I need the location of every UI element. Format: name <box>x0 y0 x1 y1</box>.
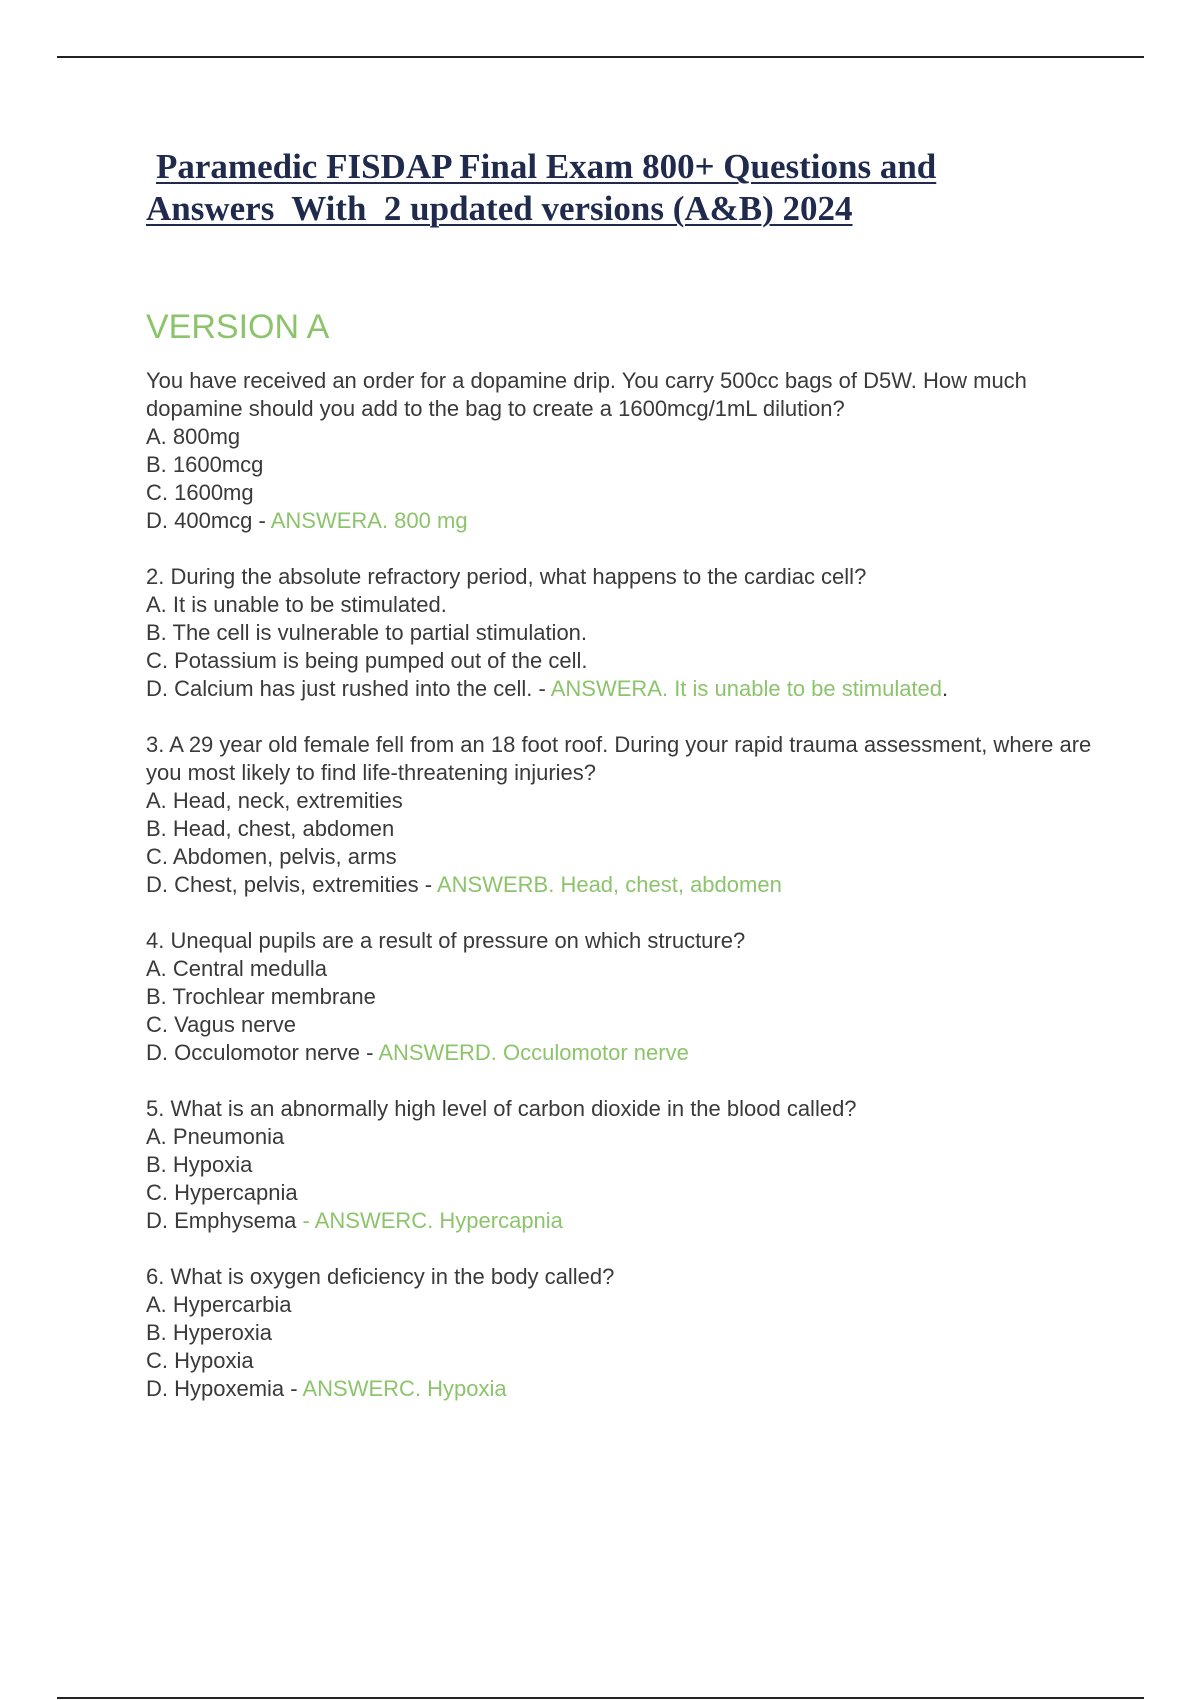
option-b: B. 1600mcg <box>146 452 264 477</box>
option-a: A. 800mg <box>146 424 241 449</box>
question-stem: 6. What is oxygen deficiency in the body called? <box>146 1264 615 1289</box>
option-d: D. Emphysema <box>146 1208 303 1233</box>
option-b: B. The cell is vulnerable to partial stimulation. <box>146 620 588 645</box>
option-b: B. Trochlear membrane <box>146 984 376 1009</box>
option-d: D. Hypoxemia - <box>146 1376 303 1401</box>
option-c: C. Hypercapnia <box>146 1180 298 1205</box>
option-d-line <box>146 1039 1106 1067</box>
option-a: A. Pneumonia <box>146 1124 285 1149</box>
question-1 <box>146 367 1106 535</box>
question-stem: 4. Unequal pupils are a result of pressure on which structure? <box>146 928 746 953</box>
question-stem: 2. During the absolute refractory period, what happens to the cardiac cell? <box>146 564 867 589</box>
section-heading: VERSION A <box>146 308 330 346</box>
question-stem: 3. A 29 year old female fell from an 18 foot roof. During your rapid trauma assessment, where are you most likely to find life-threatening injuries? <box>146 732 1092 785</box>
option-d: D. 400mcg - <box>146 508 271 533</box>
answer-text: - ANSWERC. Hypercapnia <box>302 1208 563 1233</box>
top-rule <box>57 56 1144 58</box>
answer-text: ANSWERA. It is unable to be stimulated <box>550 676 943 701</box>
option-d: D. Calcium has just rushed into the cell. - <box>146 676 551 701</box>
option-d-line <box>146 871 1106 899</box>
question-6 <box>146 1263 1106 1403</box>
document-title-line-2: Answers With 2 updated versions (A&B) 2024 <box>146 189 853 228</box>
document-body <box>146 146 1106 1431</box>
option-d: D. Chest, pelvis, extremities - <box>146 872 437 897</box>
question-2 <box>146 563 1106 703</box>
option-a: A. Hypercarbia <box>146 1292 292 1317</box>
option-d-line <box>146 507 1106 535</box>
question-5 <box>146 1095 1106 1235</box>
question-stem: You have received an order for a dopamine drip. You carry 500cc bags of D5W. How much dopamine should you add to the bag to create a 1600mcg/1mL dilution? <box>146 368 1027 421</box>
option-b: B. Head, chest, abdomen <box>146 816 395 841</box>
document-title-line-1: Paramedic FISDAP Final Exam 800+ Questions and <box>156 147 937 186</box>
answer-text: ANSWERB. Head, chest, abdomen <box>436 872 782 897</box>
option-d-line <box>146 675 1106 703</box>
option-b: B. Hypoxia <box>146 1152 253 1177</box>
document-title <box>146 146 1106 230</box>
question-3 <box>146 731 1106 899</box>
question-list <box>146 367 1106 1403</box>
question-4 <box>146 927 1106 1067</box>
bottom-rule <box>57 1697 1144 1699</box>
answer-suffix: . <box>942 676 949 701</box>
option-a: A. Central medulla <box>146 956 327 981</box>
question-stem: 5. What is an abnormally high level of carbon dioxide in the blood called? <box>146 1096 857 1121</box>
answer-text: ANSWERC. Hypoxia <box>302 1376 507 1401</box>
answer-text: ANSWERA. 800 mg <box>270 508 468 533</box>
option-c: C. Hypoxia <box>146 1348 254 1373</box>
option-b: B. Hyperoxia <box>146 1320 272 1345</box>
option-c: C. Vagus nerve <box>146 1012 297 1037</box>
option-d-line <box>146 1207 1106 1235</box>
option-c: C. Potassium is being pumped out of the cell. <box>146 648 588 673</box>
option-c: C. 1600mg <box>146 480 254 505</box>
option-a: A. It is unable to be stimulated. <box>146 592 447 617</box>
option-a: A. Head, neck, extremities <box>146 788 403 813</box>
option-d: D. Occulomotor nerve - <box>146 1040 379 1065</box>
answer-text: ANSWERD. Occulomotor nerve <box>378 1040 689 1065</box>
option-d-line <box>146 1375 1106 1403</box>
option-c: C. Abdomen, pelvis, arms <box>146 844 397 869</box>
